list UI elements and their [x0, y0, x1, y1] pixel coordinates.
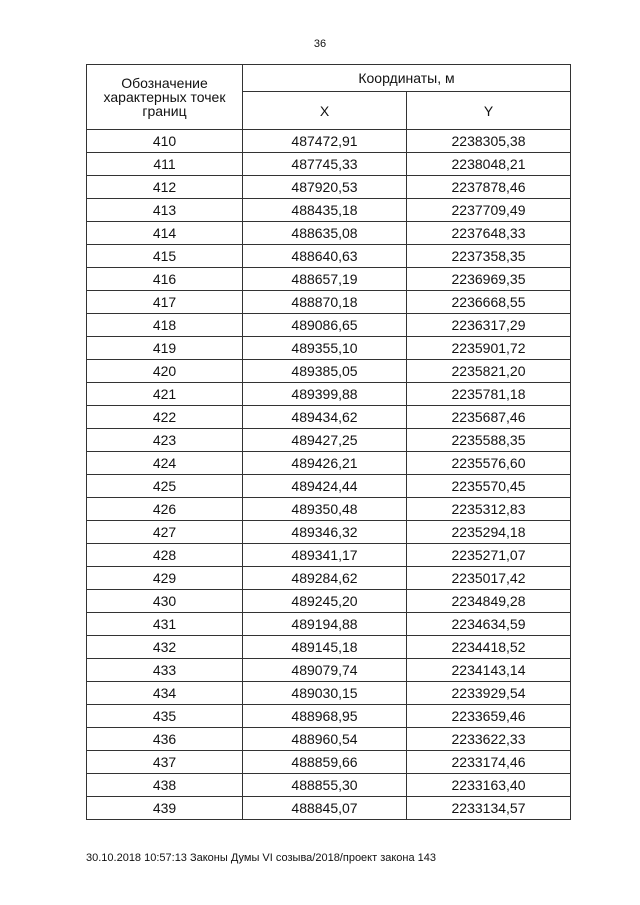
x-coordinate-cell: 489086,65	[243, 314, 407, 337]
table-row	[87, 728, 571, 751]
point-cell: 418	[87, 314, 243, 337]
x-coordinate-cell: 487745,33	[243, 153, 407, 176]
point-cell: 417	[87, 291, 243, 314]
point-cell: 438	[87, 774, 243, 797]
y-coordinate-cell: 2235017,42	[407, 567, 571, 590]
point-cell: 413	[87, 199, 243, 222]
y-coordinate-cell: 2233163,40	[407, 774, 571, 797]
y-coordinate-cell: 2233622,33	[407, 728, 571, 751]
table-row	[87, 452, 571, 475]
point-cell: 430	[87, 590, 243, 613]
x-coordinate-cell: 489426,21	[243, 452, 407, 475]
table-row	[87, 636, 571, 659]
table-row	[87, 291, 571, 314]
point-cell: 415	[87, 245, 243, 268]
y-coordinate-cell: 2234418,52	[407, 636, 571, 659]
y-coordinate-cell: 2234143,14	[407, 659, 571, 682]
point-cell: 422	[87, 406, 243, 429]
table-row	[87, 153, 571, 176]
y-coordinate-cell: 2235781,18	[407, 383, 571, 406]
y-coordinate-cell: 2235821,20	[407, 360, 571, 383]
y-coordinate-cell: 2233659,46	[407, 705, 571, 728]
y-coordinate-cell: 2237648,33	[407, 222, 571, 245]
table-row	[87, 613, 571, 636]
x-coordinate-cell: 488968,95	[243, 705, 407, 728]
table-row	[87, 751, 571, 774]
y-coordinate-cell: 2235588,35	[407, 429, 571, 452]
table-row	[87, 337, 571, 360]
y-coordinate-cell: 2234849,28	[407, 590, 571, 613]
y-coordinate-cell: 2237709,49	[407, 199, 571, 222]
x-coordinate-cell: 488640,63	[243, 245, 407, 268]
table-row	[87, 544, 571, 567]
x-coordinate-cell: 487920,53	[243, 176, 407, 199]
x-coordinate-cell: 488435,18	[243, 199, 407, 222]
x-coordinate-cell: 488855,30	[243, 774, 407, 797]
point-cell: 432	[87, 636, 243, 659]
point-cell: 428	[87, 544, 243, 567]
table-row	[87, 521, 571, 544]
x-coordinate-cell: 489355,10	[243, 337, 407, 360]
coordinates-header: Координаты, м	[243, 65, 571, 92]
point-cell: 414	[87, 222, 243, 245]
point-cell: 433	[87, 659, 243, 682]
table-row	[87, 406, 571, 429]
x-coordinate-cell: 489399,88	[243, 383, 407, 406]
y-coordinate-cell: 2235576,60	[407, 452, 571, 475]
y-coordinate-cell: 2233929,54	[407, 682, 571, 705]
point-cell: 412	[87, 176, 243, 199]
y-coordinate-cell: 2238305,38	[407, 130, 571, 153]
point-cell: 429	[87, 567, 243, 590]
table-row	[87, 682, 571, 705]
point-cell: 423	[87, 429, 243, 452]
table-row	[87, 222, 571, 245]
table-row	[87, 659, 571, 682]
table-row	[87, 429, 571, 452]
y-coordinate-cell: 2237358,35	[407, 245, 571, 268]
y-column-header: Y	[407, 92, 571, 130]
x-coordinate-cell: 488960,54	[243, 728, 407, 751]
y-coordinate-cell: 2235570,45	[407, 475, 571, 498]
x-coordinate-cell: 489284,62	[243, 567, 407, 590]
x-coordinate-cell: 489245,20	[243, 590, 407, 613]
table-row	[87, 268, 571, 291]
y-coordinate-cell: 2235312,83	[407, 498, 571, 521]
y-coordinate-cell: 2234634,59	[407, 613, 571, 636]
point-cell: 434	[87, 682, 243, 705]
page-number: 36	[313, 38, 327, 50]
y-coordinate-cell: 2238048,21	[407, 153, 571, 176]
y-coordinate-cell: 2235687,46	[407, 406, 571, 429]
table-row	[87, 130, 571, 153]
x-coordinate-cell: 488870,18	[243, 291, 407, 314]
point-cell: 411	[87, 153, 243, 176]
x-coordinate-cell: 489079,74	[243, 659, 407, 682]
y-coordinate-cell: 2236317,29	[407, 314, 571, 337]
point-cell: 425	[87, 475, 243, 498]
y-coordinate-cell: 2235901,72	[407, 337, 571, 360]
table-row	[87, 590, 571, 613]
y-coordinate-cell: 2235294,18	[407, 521, 571, 544]
table-row	[87, 199, 571, 222]
point-cell: 416	[87, 268, 243, 291]
y-coordinate-cell: 2237878,46	[407, 176, 571, 199]
point-cell: 421	[87, 383, 243, 406]
table-row	[87, 774, 571, 797]
x-coordinate-cell: 488845,07	[243, 797, 407, 820]
x-coordinate-cell: 487472,91	[243, 130, 407, 153]
table-row	[87, 705, 571, 728]
table-row	[87, 360, 571, 383]
x-coordinate-cell: 489434,62	[243, 406, 407, 429]
x-coordinate-cell: 489030,15	[243, 682, 407, 705]
table-row	[87, 245, 571, 268]
point-cell: 426	[87, 498, 243, 521]
footer-path: 30.10.2018 10:57:13 Законы Думы VI созыва/2018/проект закона 143	[86, 852, 437, 864]
x-coordinate-cell: 489346,32	[243, 521, 407, 544]
point-designation-header: Обозначение характерных точек границ	[87, 65, 243, 130]
point-cell: 419	[87, 337, 243, 360]
x-column-header: X	[243, 92, 407, 130]
table-row	[87, 567, 571, 590]
point-cell: 410	[87, 130, 243, 153]
point-cell: 424	[87, 452, 243, 475]
y-coordinate-cell: 2233134,57	[407, 797, 571, 820]
point-cell: 431	[87, 613, 243, 636]
point-cell: 420	[87, 360, 243, 383]
point-cell: 439	[87, 797, 243, 820]
x-coordinate-cell: 488859,66	[243, 751, 407, 774]
y-coordinate-cell: 2235271,07	[407, 544, 571, 567]
x-coordinate-cell: 488635,08	[243, 222, 407, 245]
table-row	[87, 383, 571, 406]
point-cell: 427	[87, 521, 243, 544]
x-coordinate-cell: 489424,44	[243, 475, 407, 498]
x-coordinate-cell: 489385,05	[243, 360, 407, 383]
y-coordinate-cell: 2233174,46	[407, 751, 571, 774]
point-cell: 437	[87, 751, 243, 774]
table-row	[87, 176, 571, 199]
point-cell: 435	[87, 705, 243, 728]
y-coordinate-cell: 2236668,55	[407, 291, 571, 314]
table-row	[87, 498, 571, 521]
table-body	[87, 130, 571, 820]
table-row	[87, 314, 571, 337]
x-coordinate-cell: 489350,48	[243, 498, 407, 521]
x-coordinate-cell: 489427,25	[243, 429, 407, 452]
x-coordinate-cell: 489194,88	[243, 613, 407, 636]
y-coordinate-cell: 2236969,35	[407, 268, 571, 291]
table-row	[87, 475, 571, 498]
x-coordinate-cell: 488657,19	[243, 268, 407, 291]
x-coordinate-cell: 489341,17	[243, 544, 407, 567]
coordinates-table	[86, 64, 571, 820]
point-cell: 436	[87, 728, 243, 751]
x-coordinate-cell: 489145,18	[243, 636, 407, 659]
table-row	[87, 797, 571, 820]
